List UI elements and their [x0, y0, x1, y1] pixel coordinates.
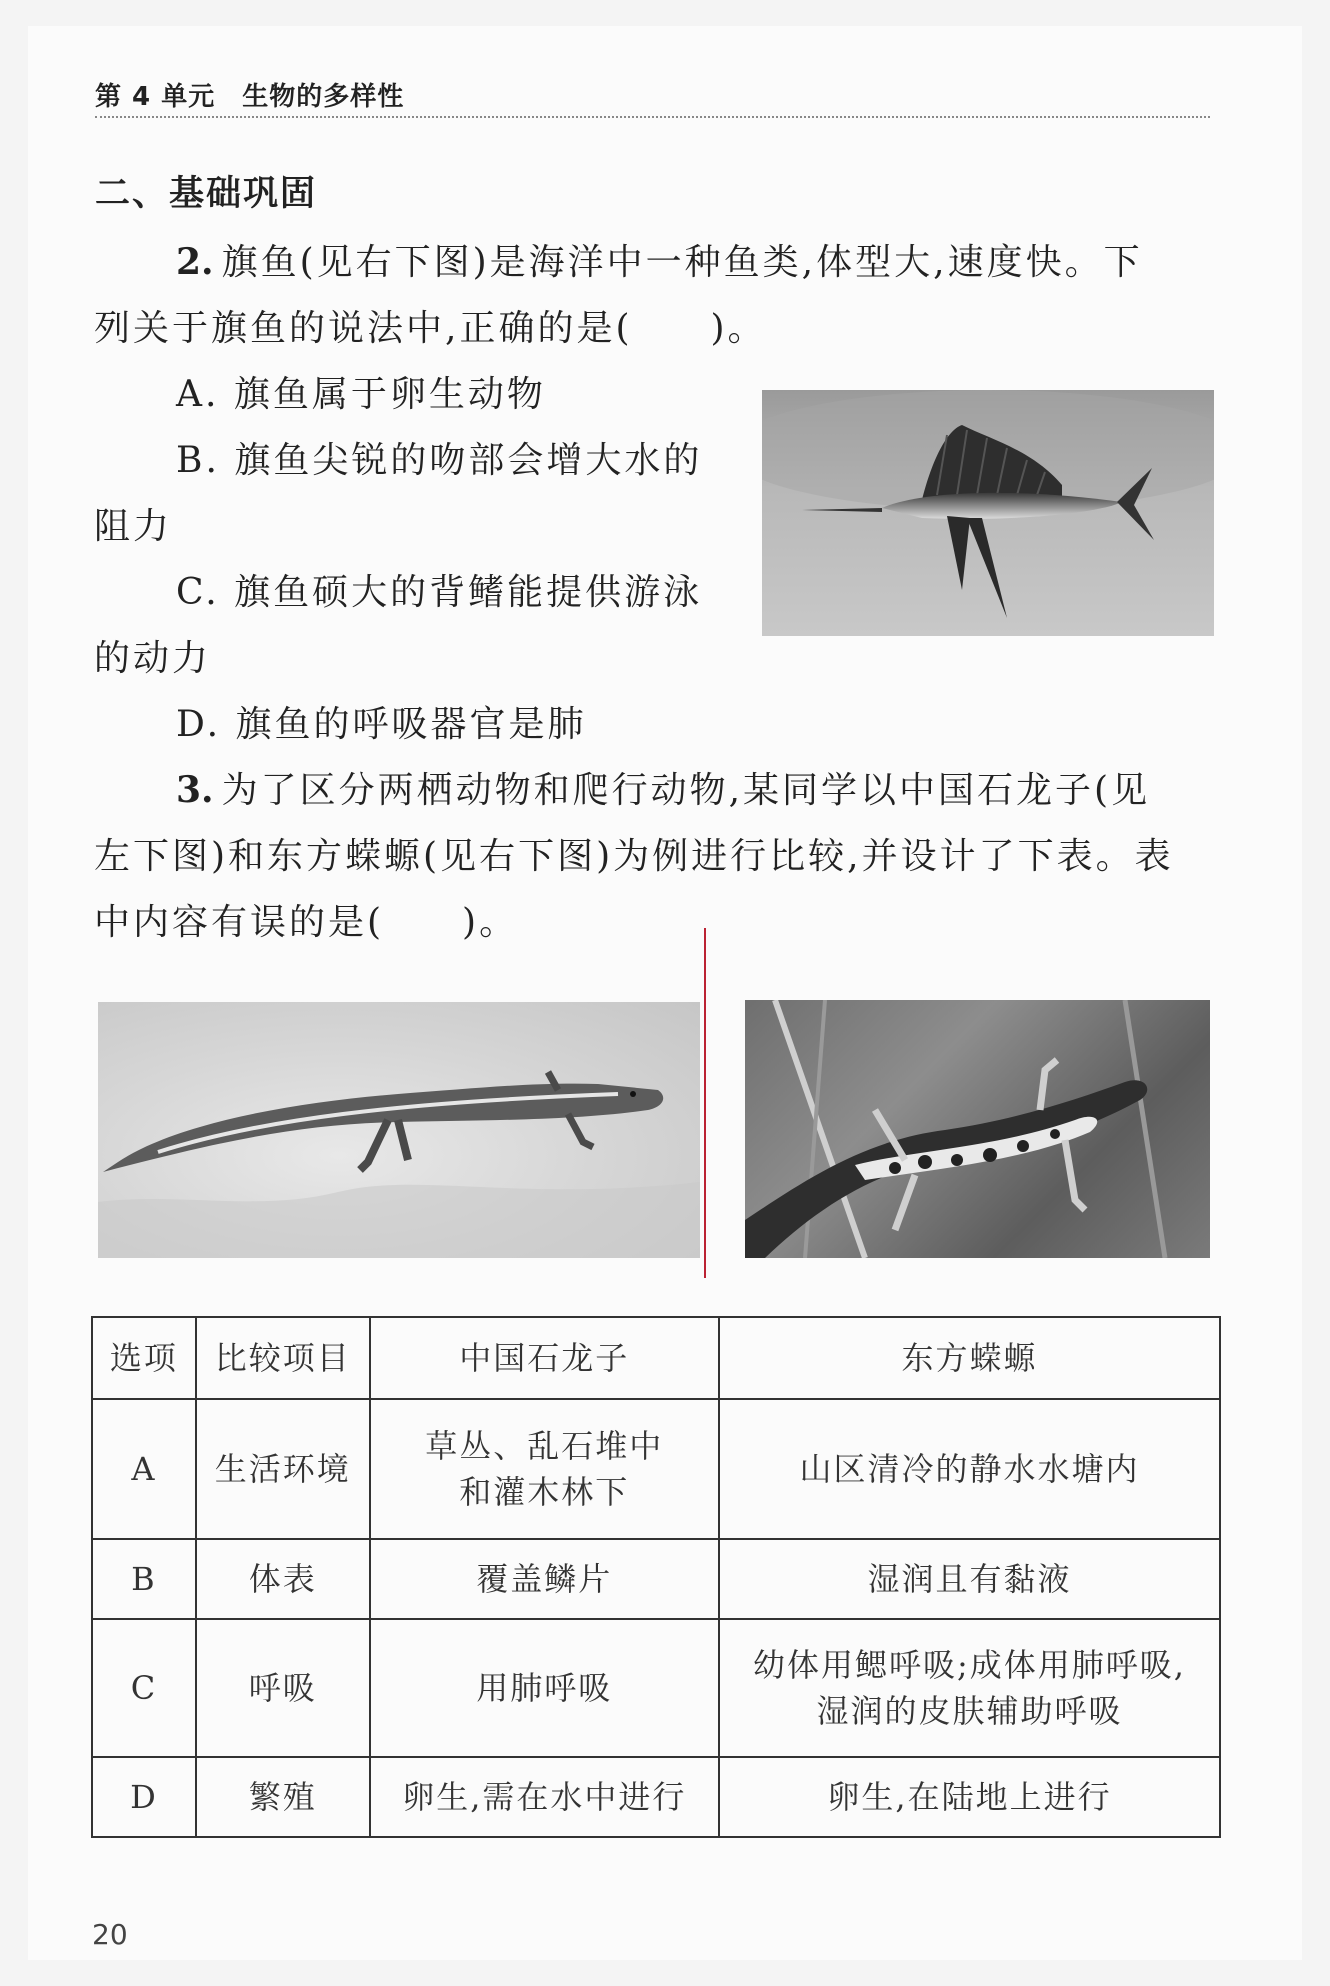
skink-cell: 草丛、乱石堆中 和灌木林下: [370, 1399, 719, 1539]
q3-number: 3.: [176, 769, 214, 811]
skink-illustration: [98, 1002, 700, 1258]
table-header-row: [92, 1317, 1220, 1399]
item-cell: 体表: [196, 1539, 370, 1619]
table-header-cell: 比较项目: [196, 1317, 370, 1399]
q2-option-b-line2: 阻力: [94, 506, 173, 547]
newt-photo: [745, 1000, 1210, 1258]
table-header-cell: 东方蝾螈: [719, 1317, 1220, 1399]
comparison-table: [91, 1316, 1221, 1838]
table-row: [92, 1619, 1220, 1757]
table-row: [92, 1757, 1220, 1837]
newt-cell: 山区清冷的静水水塘内: [719, 1399, 1220, 1539]
table-row: [92, 1399, 1220, 1539]
item-cell: 呼吸: [196, 1619, 370, 1757]
q2-option-c-line1: C. 旗鱼硕大的背鳍能提供游泳: [176, 572, 703, 613]
table-header-cell: 选项: [92, 1317, 196, 1399]
q2-option-b-line1: B. 旗鱼尖锐的吻部会增大水的: [176, 440, 703, 481]
newt-cell: 卵生,在陆地上进行: [719, 1757, 1220, 1837]
q3-stem-line3: 中内容有误的是( )。: [94, 902, 519, 943]
skink-cell: 用肺呼吸: [370, 1619, 719, 1757]
q2-option-c-line2: 的动力: [94, 638, 212, 679]
q3-stem-line2: 左下图)和东方蝾螈(见右下图)为例进行比较,并设计了下表。表: [94, 836, 1174, 877]
newt-cell: 湿润且有黏液: [719, 1539, 1220, 1619]
skink-cell: 卵生,需在水中进行: [370, 1757, 719, 1837]
option-cell: A: [92, 1399, 196, 1539]
table-row: [92, 1539, 1220, 1619]
sailfish-illustration: [762, 390, 1214, 636]
option-cell: C: [92, 1619, 196, 1757]
q2-number: 2.: [176, 241, 214, 283]
skink-photo: [98, 1002, 700, 1258]
newt-cell: 幼体用鳃呼吸;成体用肺呼吸, 湿润的皮肤辅助呼吸: [719, 1619, 1220, 1757]
page-header: [95, 72, 1210, 118]
item-cell: 繁殖: [196, 1757, 370, 1837]
q3-stem-line1: 3. 为了区分两栖动物和爬行动物,某同学以中国石龙子(见: [176, 769, 1151, 811]
option-cell: B: [92, 1539, 196, 1619]
q2-option-a: A. 旗鱼属于卵生动物: [176, 374, 546, 415]
unit-title: 第 4 单元 生物的多样性: [95, 82, 405, 112]
newt-illustration: [745, 1000, 1210, 1258]
image-divider: [704, 928, 706, 1278]
sailfish-photo: [762, 390, 1214, 636]
q2-option-d: D. 旗鱼的呼吸器官是肺: [176, 704, 587, 745]
q2-stem-line2: 列关于旗鱼的说法中,正确的是( )。: [94, 308, 767, 349]
skink-cell: 覆盖鳞片: [370, 1539, 719, 1619]
q2-stem-line1: 2. 旗鱼(见右下图)是海洋中一种鱼类,体型大,速度快。下: [176, 241, 1143, 283]
section-title: 二、基础巩固: [95, 174, 318, 214]
table-header-cell: 中国石龙子: [370, 1317, 719, 1399]
option-cell: D: [92, 1757, 196, 1837]
page-number: 20: [92, 1918, 128, 1951]
item-cell: 生活环境: [196, 1399, 370, 1539]
